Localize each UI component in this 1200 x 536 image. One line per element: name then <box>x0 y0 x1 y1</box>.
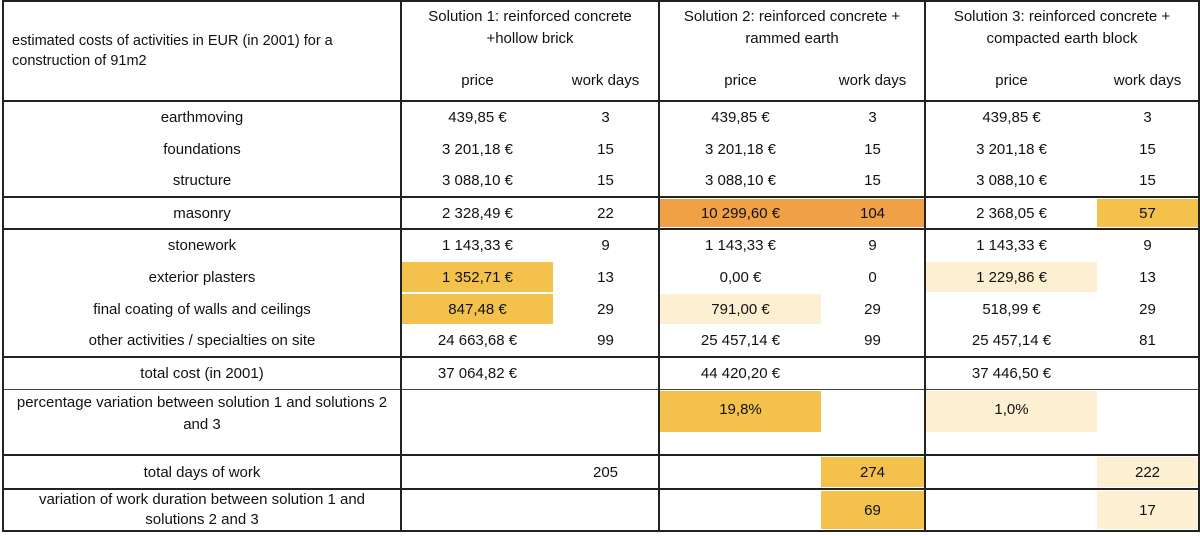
table-row-total-cost <box>3 357 1199 389</box>
cell: 439,85 € <box>401 101 553 133</box>
solution-1-header: Solution 1: reinforced concrete +hollow brick <box>401 1 659 61</box>
table-row-pct-variation <box>3 389 1199 455</box>
cell: 2 328,49 € <box>401 197 553 229</box>
s3-days-header: work days <box>1097 61 1199 101</box>
cell: 29 <box>1097 293 1199 325</box>
cell: 3 201,18 € <box>401 133 553 165</box>
row-label: stonework <box>3 229 401 261</box>
table-row <box>3 325 1199 357</box>
cell: 9 <box>1097 229 1199 261</box>
cell-highlight-pale: 222 <box>1097 455 1199 489</box>
cell: 99 <box>864 332 881 349</box>
cell: 15 <box>597 172 614 189</box>
cell: 13 <box>1097 261 1199 293</box>
cell <box>401 455 553 489</box>
cell <box>659 455 821 489</box>
cell <box>553 389 659 455</box>
cell: 3 088,10 € <box>659 165 821 197</box>
cell: 1 143,33 € <box>925 229 1097 261</box>
s2-price-header: price <box>659 61 821 101</box>
cell-highlight-strong: 104 <box>821 197 925 229</box>
table-row <box>3 229 1199 261</box>
row-label: final coating of walls and ceilings <box>3 293 401 325</box>
s2-days-header: work days <box>821 61 925 101</box>
cell <box>925 455 1097 489</box>
cell: 81 <box>1097 325 1199 357</box>
cell: 24 663,68 € <box>401 325 553 357</box>
cell: 3 201,18 € <box>659 133 821 165</box>
cell-highlight-pale: 17 <box>1097 489 1199 531</box>
cell: 25 457,14 € <box>925 325 1097 357</box>
cell: 44 420,20 € <box>659 357 821 389</box>
cell-highlight-strong: 10 299,60 € <box>659 197 821 229</box>
cell: 205 <box>553 455 659 489</box>
table-row <box>3 101 1199 133</box>
s1-price-header: price <box>401 61 553 101</box>
table-row-total-days <box>3 455 1199 489</box>
cell: 3 088,10 € <box>401 165 553 197</box>
cell: 9 <box>601 237 610 254</box>
row-label: percentage variation between solution 1 and solutions 2 and 3 <box>3 389 401 455</box>
cell: 37 446,50 € <box>925 357 1097 389</box>
cell: 3 <box>1097 101 1199 133</box>
cell: 29 <box>864 300 881 318</box>
cell: 22 <box>553 197 659 229</box>
cell: 37 064,82 € <box>401 357 553 389</box>
cell <box>401 389 553 455</box>
cell: 15 <box>864 140 881 158</box>
table-row-days-variation <box>3 489 1199 531</box>
s1-days-header: work days <box>553 61 659 101</box>
table-row <box>3 165 1199 197</box>
cell: 9 <box>868 237 877 254</box>
cost-comparison-table <box>2 0 1200 532</box>
header-row-solutions <box>3 1 1199 61</box>
cell <box>659 489 821 531</box>
row-label: structure <box>3 165 401 197</box>
cell-highlight-mid: 1 352,71 € <box>401 261 553 293</box>
cell: 439,85 € <box>925 101 1097 133</box>
cell <box>925 489 1097 531</box>
cell <box>553 357 659 389</box>
cell-highlight-mid: 847,48 € <box>401 293 553 325</box>
cell: 15 <box>597 140 614 158</box>
row-label: masonry <box>3 197 401 229</box>
cell-highlight-pale: 1,0% <box>925 389 1097 455</box>
cell <box>1097 357 1199 389</box>
table-row <box>3 293 1199 325</box>
row-label: variation of work duration between solution 1 and solutions 2 and 3 <box>3 489 401 531</box>
cell-highlight-mid: 274 <box>821 455 925 489</box>
cell: 0,00 € <box>659 261 821 293</box>
table-title: estimated costs of activities in EUR (in 2001) for a construction of 91m2 <box>3 1 401 101</box>
cell: 15 <box>1097 133 1199 165</box>
cell: 3 <box>868 109 877 126</box>
cell <box>553 489 659 531</box>
cell: 25 457,14 € <box>659 325 821 357</box>
cell: 15 <box>864 172 881 189</box>
cell: 13 <box>597 268 614 286</box>
cell-highlight-pale: 791,00 € <box>659 293 821 325</box>
cell: 0 <box>868 268 877 286</box>
cell-highlight-mid: 69 <box>821 489 925 531</box>
cell <box>821 389 925 455</box>
cell: 15 <box>1097 165 1199 197</box>
row-label: total days of work <box>3 455 401 489</box>
s3-price-header: price <box>925 61 1097 101</box>
row-label: foundations <box>3 133 401 165</box>
cell <box>401 489 553 531</box>
row-label: other activities / specialties on site <box>3 325 401 357</box>
cell: 439,85 € <box>659 101 821 133</box>
table-row <box>3 261 1199 293</box>
cell: 1 143,33 € <box>659 229 821 261</box>
cell: 1 143,33 € <box>401 229 553 261</box>
solution-2-header: Solution 2: reinforced concrete + rammed earth <box>659 1 925 61</box>
solution-3-header: Solution 3: reinforced concrete + compacted earth block <box>925 1 1199 61</box>
cell: 3 <box>601 109 610 126</box>
cell-highlight-pale: 1 229,86 € <box>925 261 1097 293</box>
cell <box>821 357 925 389</box>
cell <box>1097 389 1199 455</box>
cell-highlight-mid: 19,8% <box>659 389 821 455</box>
table-row <box>3 133 1199 165</box>
row-label: exterior plasters <box>3 261 401 293</box>
row-label: earthmoving <box>3 101 401 133</box>
cell: 29 <box>597 300 614 318</box>
cell: 3 088,10 € <box>925 165 1097 197</box>
cell: 2 368,05 € <box>925 197 1097 229</box>
row-label: total cost (in 2001) <box>3 357 401 389</box>
cell: 3 201,18 € <box>925 133 1097 165</box>
cell: 99 <box>597 332 614 349</box>
cell-highlight-mid: 57 <box>1097 197 1199 229</box>
cell: 518,99 € <box>925 293 1097 325</box>
table-row-masonry <box>3 197 1199 229</box>
